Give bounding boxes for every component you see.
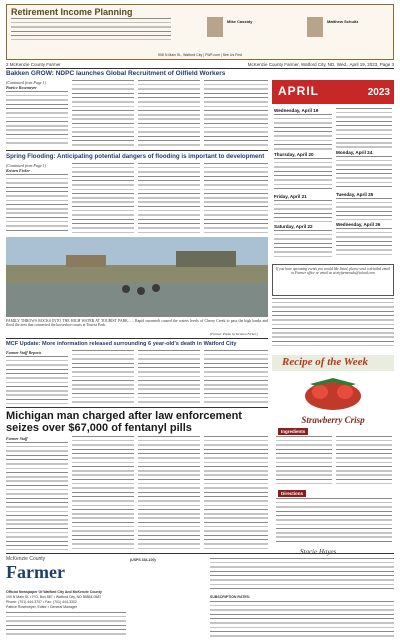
spring-headline: Spring Flooding: Anticipating potential dangers of flooding is important to development [6, 153, 265, 160]
ingredients-label: Ingredients [278, 428, 308, 435]
advisor-name-1: Mike Cassidy [227, 19, 253, 24]
advisor-name-2: Matthew Schultz [327, 19, 359, 24]
spring-col-3 [138, 163, 200, 234]
calendar-day: Friday, April 21 [274, 194, 307, 199]
events-notice-text: If you have upcoming events you would like listed, please send a detailed email to Farmer office or email us at myfarmerads@icloud.com [276, 267, 390, 276]
flood-scene-image [6, 237, 268, 317]
michigan-col-3 [138, 436, 200, 550]
directions-text [276, 498, 392, 542]
recipe-banner-title: Recipe of the Week [282, 356, 369, 368]
farmer-logo-big: Farmer [6, 562, 65, 582]
ad-footer: 508 N Main St., Watford City | FWF.com | See Us First [158, 53, 242, 57]
bakken-col-2 [72, 80, 134, 147]
subscription-rates [210, 601, 394, 637]
bakken-col-4 [204, 80, 268, 147]
farmer-logo-small: McKenzie County [6, 556, 46, 562]
strawberry-icon [290, 374, 376, 412]
bakken-headline: Bakken GROW: NDPC launches Global Recruitment of Oilfield Workers [6, 70, 226, 77]
spring-byline: Kristen Ficker [6, 168, 30, 173]
ingredients-list-1 [276, 436, 332, 486]
ingredients-list-2 [336, 436, 392, 486]
calendar-footer-text [272, 298, 394, 348]
mcf-byline: Farmer Staff Reports [6, 350, 42, 355]
events-notice [272, 264, 394, 296]
spring-col-2 [72, 163, 134, 234]
calendar-day: Tuesday, April 25 [336, 192, 374, 197]
flood-photo [6, 237, 268, 317]
michigan-col-1 [6, 442, 68, 550]
flood-photo-caption: FAMILY THROWS ROCKS INTO THE HIGH WATER AT TOURIST PARK... – Rapid snowmelt caused the waters levels of Cherry Creek to pass the high banks and flood the area that connected the horseshoe courts at Tourist Park. [6, 319, 268, 328]
calendar-day: Saturday, April 22 [274, 224, 313, 229]
calendar-year: 2023 [367, 87, 390, 98]
divider [6, 553, 394, 554]
divider [6, 338, 268, 339]
calendar-entries [274, 114, 332, 150]
michigan-col-2 [72, 436, 134, 550]
divider [6, 150, 268, 151]
official-paper: Official Newspaper Of Watford City And McKenzie County [6, 590, 102, 594]
directions-label: Directions [278, 490, 306, 497]
calendar-day: Thursday, April 20 [274, 152, 314, 157]
calendar-header [272, 80, 394, 104]
calendar-day: Monday, April 24 [336, 150, 373, 155]
recipe-title: Strawberry Crisp [301, 415, 365, 425]
bakken-byline: Patrice Rosemeyer [6, 85, 37, 90]
advisor-photo [307, 17, 323, 37]
mcf-col-4 [204, 350, 268, 404]
bakken-col-3 [138, 80, 200, 147]
ad-body-text [11, 18, 171, 40]
farmer-logo [6, 556, 118, 586]
flood-photo-credit: (Farmer Photo by Kristen Ficker) [210, 332, 258, 336]
calendar-entries [336, 156, 392, 190]
calendar-entries [274, 158, 332, 192]
recipe-signature: Stacie Hayes [300, 548, 337, 556]
calendar-entries [274, 200, 332, 222]
mcf-col-1 [6, 356, 68, 404]
usps-number: (USPS 334-100) [130, 558, 156, 562]
michigan-col-4 [204, 436, 268, 550]
calendar-entries [336, 228, 392, 258]
office-address: 109 N Main St. • P.O. Box 587 • Watford City, ND 58854-0587 [6, 595, 102, 599]
ad-title: Retirement Income Planning [11, 7, 133, 17]
calendar-entries [336, 198, 392, 220]
michigan-headline: Michigan man charged after law enforcement seizes over $67,000 of fentanyl pills [6, 410, 242, 434]
spring-continued: (Continued from Page 1) [6, 163, 46, 168]
page-header [6, 62, 394, 69]
strawberry-image [290, 374, 376, 412]
mcf-headline: MCF Update: More information released surrounding 6 year-old's death in Watford City [6, 341, 237, 347]
calendar-entries [336, 108, 392, 148]
calendar-day: Wednesday, April 19 [274, 108, 319, 113]
michigan-byline: Farmer Staff [6, 436, 28, 441]
staff-list [6, 612, 126, 638]
page-header-right: McKenzie County Farmer, Watford City, ND, Wed., April 19, 2023, Page 3 [247, 62, 394, 67]
mcf-col-2 [72, 350, 134, 404]
spring-col-4 [204, 163, 268, 234]
mcf-col-3 [138, 350, 200, 404]
publication-info [210, 558, 394, 592]
calendar-day: Wednesday, April 26 [336, 222, 381, 227]
retirement-ad [6, 4, 394, 60]
divider [6, 407, 268, 408]
page-header-left: 2 McKenzie County Farmer [6, 62, 61, 67]
bakken-continued: (Continued from Page 1) [6, 80, 46, 85]
bakken-col-1 [6, 91, 68, 147]
editor-name: Patrice Rosemeyer, Editor • General Manager [6, 605, 78, 609]
calendar-entries [274, 230, 332, 258]
subscription-title: SUBSCRIPTION RATES: [210, 595, 251, 599]
office-phone: Phone: (701) 444-3707 • Fax: (701) 444-3302 [6, 600, 77, 604]
calendar-month: APRIL [278, 84, 319, 98]
spring-col-1 [6, 174, 68, 234]
advisor-photo [207, 17, 223, 37]
recipe-banner [272, 355, 394, 371]
